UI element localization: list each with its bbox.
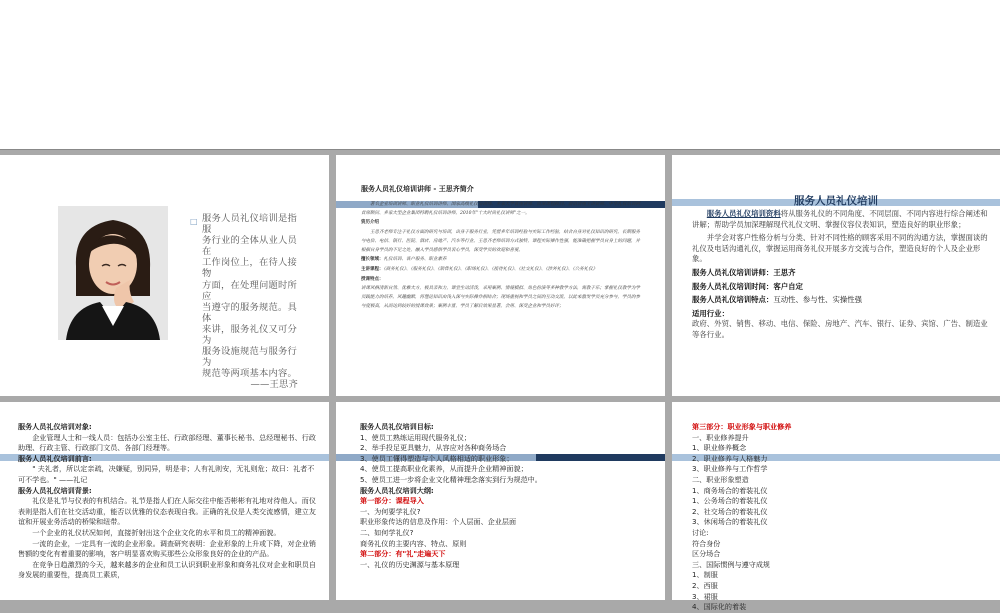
quote-line: 务行业的全体从业人员在 (202, 235, 297, 258)
features-label: 服务人员礼仪培训特点： (692, 295, 774, 305)
quote-line: 来讲，服务礼仪又可分为 (202, 323, 297, 347)
part-heading: 第二部分：有"礼"走遍天下 (360, 549, 446, 559)
slide-title: 服务人员礼仪培训讲师 - 王思齐简介 (361, 184, 474, 193)
intro-text: 将从服务礼仪的不同角度、不同层面、不同内容进行综合阐述和讲解；帮助学员加深理解现代礼仪文明、掌握仪容仪表知识，塑造良好的职业形象； (692, 209, 988, 229)
outline-item: 1、制服 (692, 570, 718, 580)
quote-line: 服务人员礼仪培训是指服 (202, 213, 297, 236)
quote-line: 方面，在处理问题时所应 (202, 279, 297, 302)
outline-item: 1、公务场合的着装礼仪 (692, 496, 768, 506)
section-label: 资历介绍 (361, 220, 379, 226)
background-text: 一个企业的礼仪状况如何，直接折射出这个企业文化的水平和员工的精神面貌。 (32, 527, 281, 537)
field-value: 礼仪培训、客户服务、职业素养 (383, 257, 447, 263)
outline-item: 一、礼仪的历史渊源与基本原理 (360, 559, 460, 569)
top-slide-blank (0, 0, 1000, 150)
time-value: 客户自定 (773, 281, 803, 291)
quote-line: 工作岗位上，在待人接物 (202, 257, 297, 280)
section-label: 授课特点： (361, 276, 384, 282)
outline-item: 区分场合 (692, 549, 721, 559)
part-heading: 第三部分：职业形象与职业修养 (692, 422, 792, 431)
courses-value: 《商务礼仪》、《服务礼仪》、《销售礼仪》、《职场礼仪》、《接待礼仪》、《社交礼仪》、《涉外礼仪》、《公务礼仪》 (383, 266, 598, 272)
outline-item: 3、职业修养与工作哲学 (692, 464, 768, 474)
section-label: 服务人员礼仪培训目标: (360, 422, 434, 431)
industry-value: 政府、外贸、销售、移动、电信、保险、房地产、汽车、银行、证券、宾馆、广告、制造业等各行业。 (692, 319, 988, 339)
goal-item: 1、使员工熟练运用现代服务礼仪； (360, 432, 471, 442)
bio-intro: 著名企业培训讲师、职业礼仪培训讲师、国家高级礼仪培训师、多家大学客座讲师、资深课程顾问、前沿讲座主讲讲师、中华礼仪培训网首席顾问、多家大型企业集团特聘礼仪培训讲师，2010年"十大时尚礼仪讲师"之一。 (361, 202, 640, 216)
industry-label: 适用行业： (692, 308, 729, 318)
slide-title: 服务人员礼仪培训 (794, 195, 878, 207)
slide-lecturer-intro[interactable] (336, 155, 665, 396)
outline-item: 二、职业形象塑造 (692, 474, 749, 484)
outline-item: 讨论: (692, 527, 709, 537)
section-label: 主讲课程： (361, 266, 384, 272)
section-label: 服务人员礼仪培训前言: (18, 453, 92, 463)
outline-item: 三、国际惯例与遵守成规 (692, 559, 771, 569)
slide-training-goals[interactable] (336, 402, 665, 600)
intro-text-2: 并学会对客户性格分析与分类、针对不同性格的顾客采用不同的沟通方法，掌握面谈的礼仪及电话沟通礼仪，掌握运用商务礼仪开展多方交流与合作，塑造良好的个人及企业形象。 (692, 233, 988, 264)
slide-professional-image[interactable] (672, 402, 1000, 612)
outline-item: 符合身份 (692, 538, 721, 548)
person-portrait-icon (58, 206, 168, 340)
goal-item: 3、使员工懂得塑造与个人风格相适的职业形象； (360, 453, 514, 463)
outline-item: 3、休闲场合的着装礼仪 (692, 517, 768, 527)
slide-quote[interactable] (0, 155, 329, 396)
outline-item: 1、职业修养概念 (692, 443, 747, 453)
section-label: 服务人员礼仪培训对象: (18, 422, 92, 431)
outline-item: 1、商务场合的着装礼仪 (692, 485, 768, 495)
instructor-photo (58, 206, 168, 340)
outline-item: 商务礼仪的主要内容、特点、原则 (360, 538, 467, 548)
outline-item: 二、如何学礼仪? (360, 527, 414, 537)
outline-item: 一、为何要学礼仪? (360, 506, 421, 516)
quote-signature: ——王思齐 (250, 379, 298, 391)
lecturer-label: 服务人员礼仪培训讲师： (692, 267, 774, 277)
section-label: 擅长领域： (361, 257, 384, 263)
section-label: 服务人员礼仪培训背景: (18, 485, 92, 495)
outline-item: 2、社交场合的着装礼仪 (692, 506, 768, 516)
target-text: 企业管理人士和一线人员：包括办公室主任、行政部经理、董事长秘书、总经理秘书、行政助理、行政主管、行政部门文员、各部门经理等。 (18, 432, 316, 453)
outline-item: 2、西服 (692, 580, 718, 590)
background-text: 礼仪是礼节与仪表的有机结合。礼节是指人们在人际交往中能否彬彬有礼地对待他人。而仪表则是指人们在社交活动重，能否以优雅的仪态表现自我。正确的礼仪是人类交流感情，建立友谊和开展业务活动的桥梁和纽带。 (18, 496, 316, 527)
lecturer-bio (361, 201, 643, 312)
bio-resume: 王思齐老师专注于礼仪方面的研究与培训，出身于服务行业，凭借多年培训经验与实际工作经验，结合自身对礼仪知识的研究，长期服务与电信、电信、银行、医院、酒店、房地产、汽车等行业，王思齐老师培训方式独特，课程实际操作性强，能准确把握学员自身上的问题，并根据自身学员的不足之处，融入学员感悟学员衷心学员，深受学员的欢迎和喜爱。 (361, 230, 640, 253)
outline-item: 4、国际化的着装 (692, 602, 747, 612)
outline-item: 一、职业修养提升 (692, 432, 749, 442)
goal-item: 2、举手投足更具魅力，从容应对各种商务场合 (360, 443, 507, 453)
quote-line: 服务设施规范与服务行为 (202, 346, 297, 369)
preface-text: " 夫礼者，所以定亲疏，决嫌疑，别同异，明是非；人有礼则安，无礼则危；故曰：礼者不可不学也。" ——礼记 (18, 464, 315, 484)
goals-body (360, 422, 650, 570)
outline-item: 2、职业修养与人格魅力 (692, 453, 768, 463)
image-outline-body (692, 422, 982, 613)
bullet-icon: □ (190, 217, 198, 226)
quote-line: 当遵守的服务规范。具体 (202, 301, 297, 324)
style-value: 讲课风格清新自然、优雅大方，极具亲和力，课堂生动活泼，采用案例、情境模拟、角色扮演等多种教学方法，寓教于乐；掌握礼仪教学为学员践能力的培养，风趣幽默，将理论知识由浅入深与实际操作相结合；现场重视和学员之间的互动交流，以此来激发学员充分参与，学员的参与度极高，从而达到较好的授课效果；案例丰富，学员了解后效果显著。会用、深受企业和学员好评； (361, 286, 640, 309)
intro-keyword: 服务人员礼仪培训资料 (706, 209, 781, 218)
features-value: 互动性、参与性、实操性强 (773, 295, 863, 305)
background-text: 一流的企业，一定具有一流的企业形象。调查研究表明：企业形象的上升或下降，对企业销售额的变化有着重要的影响，客户明显喜欢购买那些公众形象良好的企业的产品。 (18, 538, 316, 559)
goal-item: 5、使员工进一步将企业文化精神理念落实到行为规范中。 (360, 474, 542, 484)
part-heading: 第一部分：课程导入 (360, 496, 424, 506)
background-body (18, 422, 316, 581)
outline-item: 职业形象传达的信息及作用：个人层面、企业层面 (360, 517, 517, 527)
slide-training-background[interactable] (0, 402, 329, 600)
overview-body (692, 209, 988, 341)
lecturer-value: 王思齐 (773, 267, 796, 277)
time-label: 服务人员礼仪培训时间： (692, 281, 774, 291)
background-text: 在竞争日趋激烈的今天，越来越多的企业和员工认识到职业形象和商务礼仪对企业和职员自身发展的重要性，提高员工素质， (18, 559, 316, 580)
section-label: 服务人员礼仪培训大纲: (360, 485, 434, 495)
quote-line: 规范等两项基本内容。 (202, 368, 297, 380)
outline-item: 3、裙服 (692, 591, 718, 601)
goal-item: 4、使员工提高职业化素养，从而提升企业精神面貌； (360, 464, 528, 474)
quote-text (202, 213, 302, 391)
slide-training-overview[interactable] (672, 155, 1000, 396)
